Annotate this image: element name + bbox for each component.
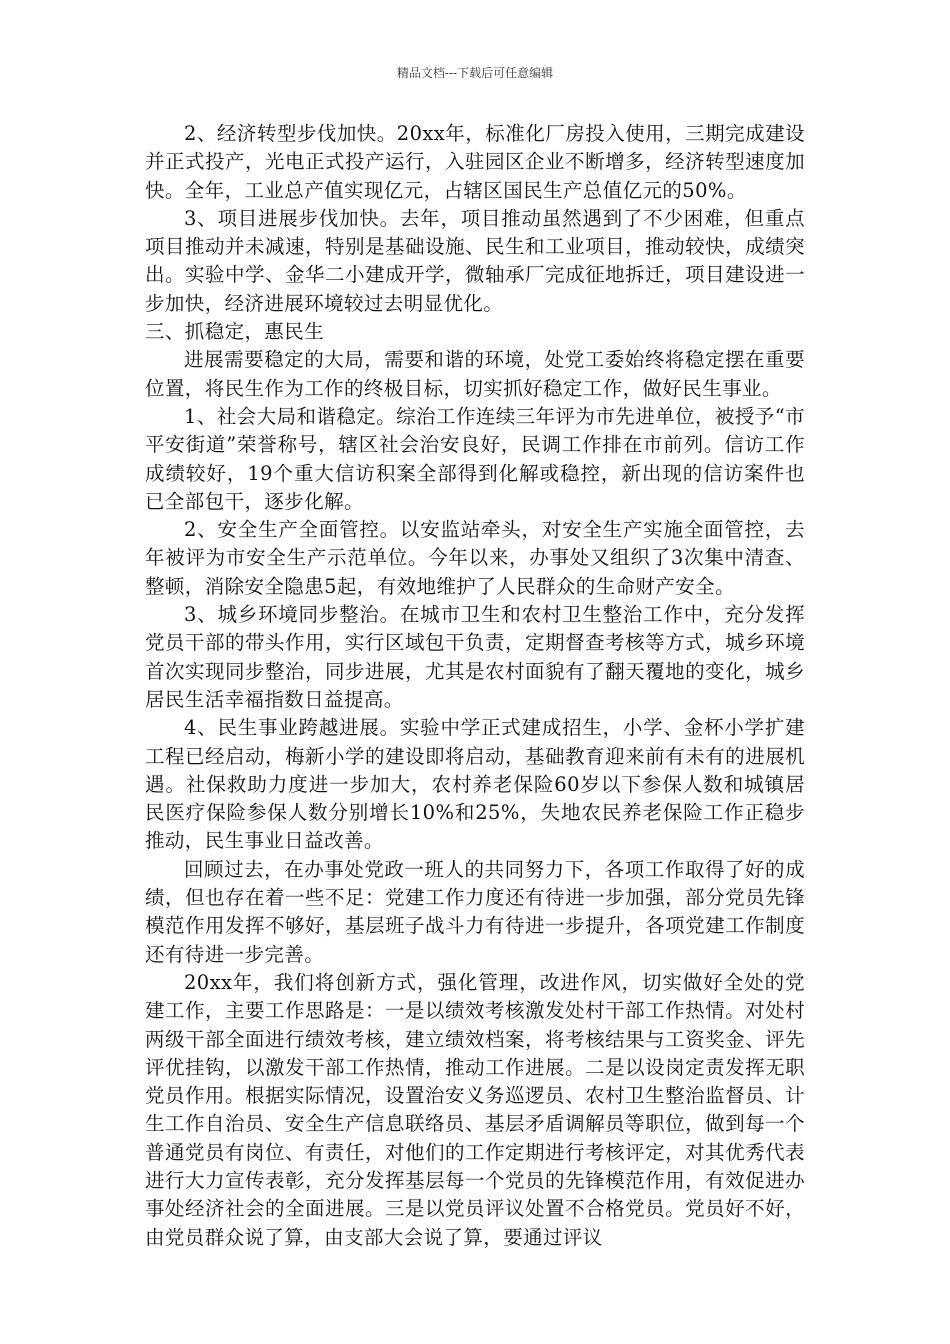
body-paragraph: 回顾过去，在办事处党政一班人的共同努力下，各项工作取得了好的成绩，但也存在着一些不足：党建工作力度还有待进一步加强，部分党员先锋模范作用发挥不够好，基层班子战斗力有待进一步提升，各项党建工作制度还有待进一步完善。 <box>145 857 805 966</box>
body-paragraph: 1、社会大局和谐稳定。综治工作连续三年评为市先进单位，被授予“市平安街道”荣誉称号，辖区社会治安良好，民调工作排在市前列。信访工作成绩较好，19个重大信访积案全部得到化解或稳控，新出现的信访案件也已全部包干，逐步化解。 <box>145 404 805 513</box>
body-paragraph: 20xx年，我们将创新方式，强化管理，改进作风，切实做好全处的党建工作，主要工作思路是：一是以绩效考核激发处村干部工作热情。对处村两级干部全面进行绩效考核，建立绩效档案，将考核结果与工资奖金、评先评优挂钩，以激发干部工作热情，推动工作进展。二是以设岗定责发挥无职党员作用。根据实际情况，设置治安义务巡逻员、农村卫生整治监督员、计生工作自治员、安全生产信息联络员、基层矛盾调解员等职位，做到每一个普通党员有岗位、有责任，对他们的工作定期进行考核评定，对其优秀代表进行大力宣传表彰，充分发挥基层每一个党员的先锋模范作用，有效促进办事处经济社会的全面进展。三是以党员评议处置不合格党员。党员好不好，由党员群众说了算，由支部大会说了算，要通过评议 <box>145 970 805 1249</box>
body-paragraph: 2、经济转型步伐加快。20xx年，标准化厂房投入使用，三期完成建设并正式投产，光电正式投产运行，入驻园区企业不断增多，经济转型速度加快。全年，工业总产值实现亿元，占辖区国民生产总值亿元的50%。 <box>145 122 805 202</box>
body-paragraph: 进展需要稳定的大局，需要和谐的环境，处党工委始终将稳定摆在重要位置，将民生作为工作的终极目标，切实抓好稳定工作，做好民生事业。 <box>145 348 805 400</box>
page-header: 精品文档---下载后可任意编辑 <box>396 66 554 80</box>
body-paragraph: 4、民生事业跨越进展。实验中学正式建成招生，小学、金杯小学扩建工程已经启动，梅新小学的建设即将启动，基础教育迎来前有未有的进展机遇。社保救助力度进一步加大，农村养老保险60岁以下参保人数和城镇居民医疗保险参保人数分别增长10%和25%，失地农民养老保险工作正稳步推动，民生事业日益改善。 <box>145 716 805 853</box>
body-paragraph: 2、安全生产全面管控。以安监站牵头，对安全生产实施全面管控，去年被评为市安全生产示范单位。今年以来，办事处又组织了3次集中清查、整顿，消除安全隐患5起，有效地维护了人民群众的生命财产安全。 <box>145 518 805 598</box>
document-body <box>145 120 805 1252</box>
section-heading: 三、抓稳定，惠民生 <box>145 320 325 344</box>
body-paragraph: 3、项目进展步伐加快。去年，项目推动虽然遇到了不少困难，但重点项目推动并未减速，特别是基础设施、民生和工业项目，推动较快，成绩突出。实验中学、金华二小建成开学，微轴承厂完成征地拆迁，项目建设进一步加快，经济进展环境较过去明显优化。 <box>145 206 805 315</box>
body-paragraph: 3、城乡环境同步整治。在城市卫生和农村卫生整治工作中，充分发挥党员干部的带头作用，实行区域包干负责，定期督查考核等方式，城乡环境首次实现同步整治，同步进展，尤其是农村面貌有了翻天覆地的变化，城乡居民生活幸福指数日益提高。 <box>145 603 805 711</box>
